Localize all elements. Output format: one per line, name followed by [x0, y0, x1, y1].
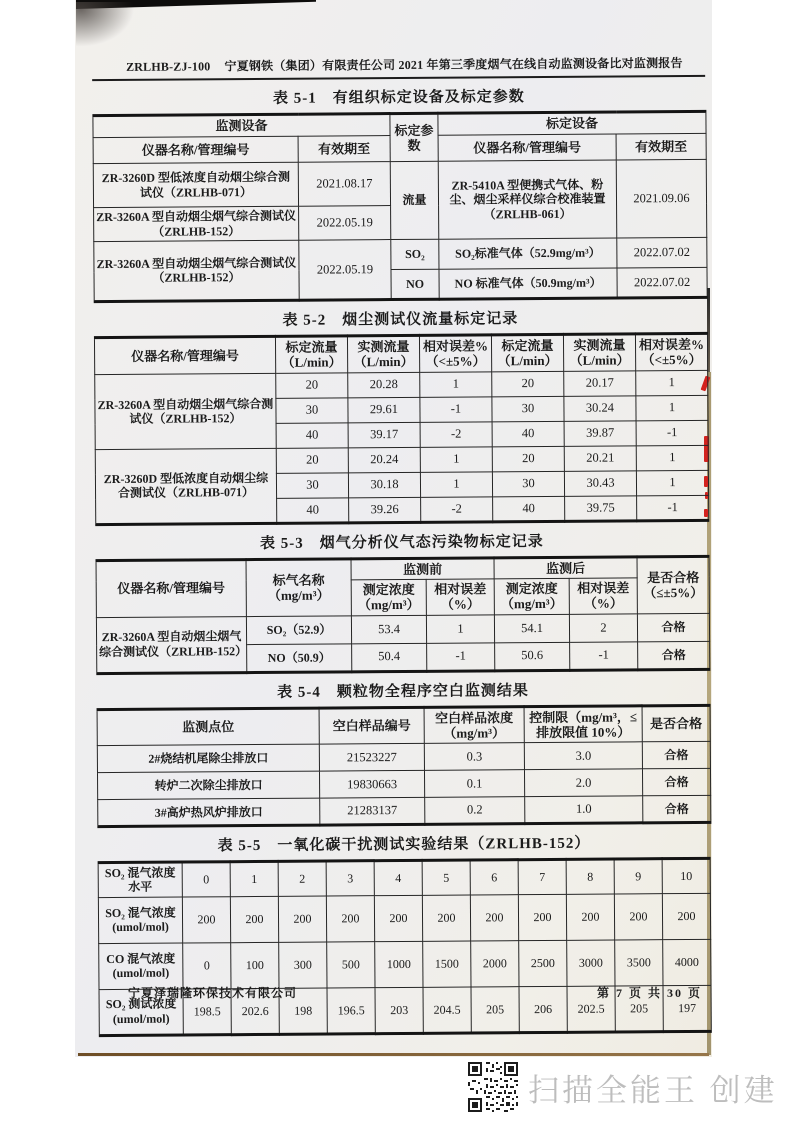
table-cell: 30 — [492, 396, 564, 422]
table-cell: 合格 — [637, 613, 709, 642]
column-header: 相对误差%（<±5%） — [419, 335, 491, 372]
table-cell: 205 — [615, 985, 663, 1031]
table-cell: 205 — [471, 986, 519, 1032]
document-number: ZRLHB-ZJ-100 — [126, 59, 211, 74]
table-cell: 2021.09.06 — [616, 159, 707, 238]
document-header — [92, 54, 705, 81]
table-cell: 20.24 — [348, 447, 420, 473]
table-cell: 3500 — [615, 939, 663, 985]
table-cell: 203 — [375, 987, 423, 1033]
row-header: CO 混气浓度 (umol/mol) — [99, 943, 183, 990]
table-cell: 100 — [231, 942, 279, 988]
table-cell: 500 — [327, 941, 375, 987]
column-header: 相对误差（%） — [426, 579, 494, 615]
table-5-3-caption: 表 5-3 烟气分析仪气态污染物标定记录 — [259, 533, 544, 552]
table-cell: 1 — [636, 370, 708, 396]
table-cell: 200 — [470, 894, 518, 940]
table-cell: SO₂ — [391, 239, 439, 269]
table-5-5-caption: 表 5-5 一氧化碳干扰测试实验结果（ZRLHB-152） — [217, 835, 591, 855]
table-cell: 200 — [374, 895, 422, 941]
table-cell: 20 — [492, 446, 564, 472]
column-header: 仪器名称/管理编号 — [96, 559, 246, 617]
table-cell: -1 — [570, 641, 638, 669]
table-5-2 — [94, 332, 709, 526]
table-cell: 20.28 — [348, 372, 420, 398]
table-cell: 1 — [420, 447, 492, 473]
column-header: 空白样品浓度（mg/m³） — [424, 706, 524, 743]
table-cell: ZR-3260A 型自动烟尘烟气综合测试仪（ZRLHB-152） — [94, 206, 299, 241]
table-cell: 54.1 — [494, 614, 569, 643]
table-cell: 29.61 — [348, 397, 420, 423]
table-cell: 30 — [276, 473, 348, 499]
table-cell: 20.21 — [564, 446, 636, 472]
table-5-1-caption: 表 5-1 有组织标定设备及标定参数 — [272, 89, 525, 107]
table-cell: ZR-3260A 型自动烟尘烟气综合测试仪（ZRLHB-152） — [94, 240, 299, 301]
table-cell: NO 标准气体（50.9mg/m³） — [439, 268, 617, 299]
table-cell: 1 — [420, 472, 492, 498]
table-cell: 39.26 — [349, 497, 421, 523]
page-content — [92, 54, 712, 1037]
column-header: 是否合格 — [642, 705, 710, 742]
table-cell: 53.4 — [351, 615, 426, 644]
table-cell: 0 — [183, 942, 231, 988]
row-header: SO₂ 混气浓度水平 — [98, 862, 182, 897]
table-cell: -1 — [427, 642, 495, 670]
table-cell: 流量 — [390, 161, 439, 239]
table-cell: 1500 — [423, 941, 471, 987]
table-5-2-caption: 表 5-2 烟尘测试仪流量标定记录 — [282, 311, 519, 329]
table-5-4 — [97, 703, 712, 828]
table-cell: 197 — [663, 985, 711, 1031]
column-header: 有效期至 — [298, 136, 390, 163]
column-header: 实测流量（L/min） — [347, 335, 419, 372]
column-header: 仪器名称/管理编号 — [94, 336, 275, 374]
qr-code-icon — [468, 1062, 518, 1112]
table-cell: 1000 — [375, 941, 423, 987]
column-header: 是否合格（≤±5%） — [637, 556, 709, 613]
table-cell: 200 — [422, 895, 470, 941]
table-cell: 1 — [230, 862, 278, 897]
table-cell: 198 — [279, 988, 327, 1034]
table-cell: 20 — [492, 371, 564, 397]
table-cell: 1 — [636, 470, 708, 496]
table-cell: 3 — [326, 861, 374, 896]
table-cell: 206 — [519, 986, 567, 1032]
table-cell: 转炉二次除尘排放口 — [97, 771, 319, 800]
table-cell: 50.4 — [352, 643, 427, 672]
table-cell: ZR-3260D 型低浓度自动烟尘综合测试仪（ZRLHB-071） — [93, 162, 298, 207]
table-cell: 2 — [278, 861, 326, 896]
table-cell: 30.43 — [564, 471, 636, 497]
table-cell: 30.18 — [348, 472, 420, 498]
table-cell: 198.5 — [183, 988, 231, 1034]
table-cell: SO₂（52.9） — [246, 615, 351, 644]
row-header: SO₂ 测试浓度 (umol/mol) — [99, 989, 183, 1036]
table-cell: ZR-3260A 型自动烟尘烟气综合测试仪（ZRLHB-152） — [96, 616, 246, 673]
table-cell: 2000 — [471, 940, 519, 986]
table-cell: 4000 — [663, 939, 711, 985]
table-cell: 40 — [276, 423, 348, 449]
table-cell: 20.17 — [564, 371, 636, 397]
table-5-1 — [92, 110, 707, 303]
table-cell: -2 — [420, 422, 492, 448]
table-cell: NO — [391, 269, 439, 299]
table-cell: 2 — [569, 613, 637, 641]
column-header: 监测点位 — [97, 708, 319, 746]
scan-shadow-corner — [76, 2, 136, 48]
column-header: 空白样品编号 — [319, 707, 424, 744]
table-cell: 50.6 — [495, 642, 570, 671]
column-header: 有效期至 — [616, 133, 706, 160]
scanner-watermark — [468, 1062, 778, 1112]
table-cell: 2.0 — [524, 769, 642, 797]
table-cell: 200 — [230, 896, 278, 942]
table-cell: 0.1 — [424, 770, 524, 798]
table-cell: 3#高炉热风炉排放口 — [98, 798, 320, 827]
watermark-text: 扫描全能王 创建 — [528, 1072, 778, 1108]
table-cell: 196.5 — [327, 987, 375, 1033]
page-edge-bottom — [78, 1053, 709, 1056]
table-cell: 20 — [276, 448, 348, 474]
footer-company: 宁夏泽瑞隆环保技术有限公司 — [128, 986, 298, 1000]
column-header: 标气名称（mg/m³） — [246, 559, 351, 617]
table-cell: 合格 — [638, 641, 710, 670]
column-header: 测定浓度（mg/m³） — [494, 578, 569, 614]
table-cell: 21283137 — [320, 798, 425, 826]
table-cell: 1 — [636, 395, 708, 421]
table-cell: ZR-5410A 型便携式气体、粉尘、烟尘采样仪综合校准装置（ZRLHB-061） — [438, 160, 617, 239]
column-header: 仪器名称/管理编号 — [438, 134, 616, 161]
table-cell: 2022.07.02 — [617, 237, 707, 268]
column-header: 测定浓度（mg/m³） — [351, 579, 426, 615]
table-cell: 19830663 — [319, 771, 424, 799]
table-cell: 200 — [614, 893, 662, 939]
table-cell: 30.24 — [564, 396, 636, 422]
column-header: 实测流量（L/min） — [563, 334, 635, 371]
table-cell: 1 — [420, 372, 492, 398]
column-header: 监测前 — [351, 558, 494, 580]
column-header: 相对误差%（<±5%） — [635, 333, 707, 370]
table-cell: -2 — [421, 497, 493, 523]
table-cell: 2022.05.19 — [299, 206, 391, 241]
table-cell: ZR-3260A 型自动烟尘烟气综合测试仪（ZRLHB-152） — [95, 373, 277, 449]
column-header: 监测设备 — [93, 114, 390, 138]
table-cell: 0.2 — [425, 797, 525, 825]
table-cell: 200 — [278, 896, 326, 942]
table-cell: 9 — [614, 859, 662, 894]
table-cell: 200 — [566, 894, 614, 940]
table-cell: 2022.07.02 — [617, 267, 707, 298]
table-cell: 合格 — [643, 796, 711, 823]
table-cell: 20 — [276, 373, 348, 399]
table-5-5 — [98, 857, 712, 1037]
table-cell: 1.0 — [525, 796, 643, 824]
table-cell: 1 — [636, 445, 708, 471]
table-cell: 200 — [326, 895, 374, 941]
table-cell: 5 — [422, 860, 470, 895]
table-cell: 30 — [492, 471, 564, 497]
table-cell: SO₂标准气体（52.9mg/m³） — [439, 238, 617, 269]
table-cell: 2#烧结机尾除尘排放口 — [97, 744, 319, 773]
table-cell: 202.6 — [231, 988, 279, 1034]
table-cell: 8 — [566, 859, 614, 894]
column-header: 标定流量（L/min） — [491, 334, 563, 371]
table-cell: 200 — [662, 893, 710, 939]
table-5-4-caption: 表 5-4 颗粒物全程序空白监测结果 — [277, 682, 529, 701]
table-cell: 7 — [518, 860, 566, 895]
table-cell: 200 — [182, 896, 230, 942]
table-cell: 30 — [276, 398, 348, 424]
column-header: 控制限（mg/m³，≤排放限值 10%） — [524, 705, 642, 742]
table-cell: ZR-3260D 型低浓度自动烟尘综合测试仪（ZRLHB-071） — [95, 448, 277, 524]
table-cell: 2500 — [519, 940, 567, 986]
column-header: 仪器名称/管理编号 — [93, 136, 298, 163]
table-cell: 39.75 — [565, 496, 637, 522]
table-cell: 6 — [470, 860, 518, 895]
table-cell: 21523227 — [319, 744, 424, 772]
table-cell: 合格 — [642, 742, 710, 769]
table-cell: 合格 — [642, 769, 710, 796]
table-cell: 4 — [374, 861, 422, 896]
table-cell: 3.0 — [524, 742, 642, 770]
table-cell: 40 — [493, 496, 565, 522]
table-cell: 300 — [279, 942, 327, 988]
table-cell: 2022.05.19 — [299, 240, 391, 301]
column-header: 标定设备 — [438, 111, 706, 135]
column-header: 相对误差（%） — [569, 578, 637, 614]
table-cell: 10 — [662, 859, 710, 894]
table-cell: -1 — [420, 397, 492, 423]
table-cell: 39.87 — [564, 421, 636, 447]
table-cell: 3000 — [567, 940, 615, 986]
row-header: SO₂ 混气浓度 (umol/mol) — [98, 897, 182, 944]
table-cell: 202.5 — [567, 986, 615, 1032]
column-header: 监测后 — [494, 557, 637, 579]
table-cell: 200 — [518, 894, 566, 940]
table-cell: 2021.08.17 — [298, 162, 390, 207]
table-cell: 0 — [182, 862, 230, 897]
table-cell: -1 — [636, 420, 708, 446]
document-title: 宁夏钢铁（集团）有限责任公司 2021 年第三季度烟气在线自动监测设备比对监测报告 — [224, 56, 683, 74]
table-cell: 1 — [426, 614, 494, 642]
table-cell: 39.17 — [348, 422, 420, 448]
table-cell: 204.5 — [423, 987, 471, 1033]
table-cell: -1 — [637, 495, 709, 521]
table-cell: 40 — [277, 498, 349, 524]
footer-page-number: 第 7 页 共 30 页 — [597, 986, 703, 1000]
column-header: 标定流量（L/min） — [275, 336, 347, 373]
table-cell: 0.3 — [424, 743, 524, 771]
table-5-3 — [96, 554, 711, 674]
table-cell: NO（50.9） — [247, 643, 352, 672]
table-cell: 40 — [492, 421, 564, 447]
column-header: 标定参数 — [390, 113, 438, 161]
